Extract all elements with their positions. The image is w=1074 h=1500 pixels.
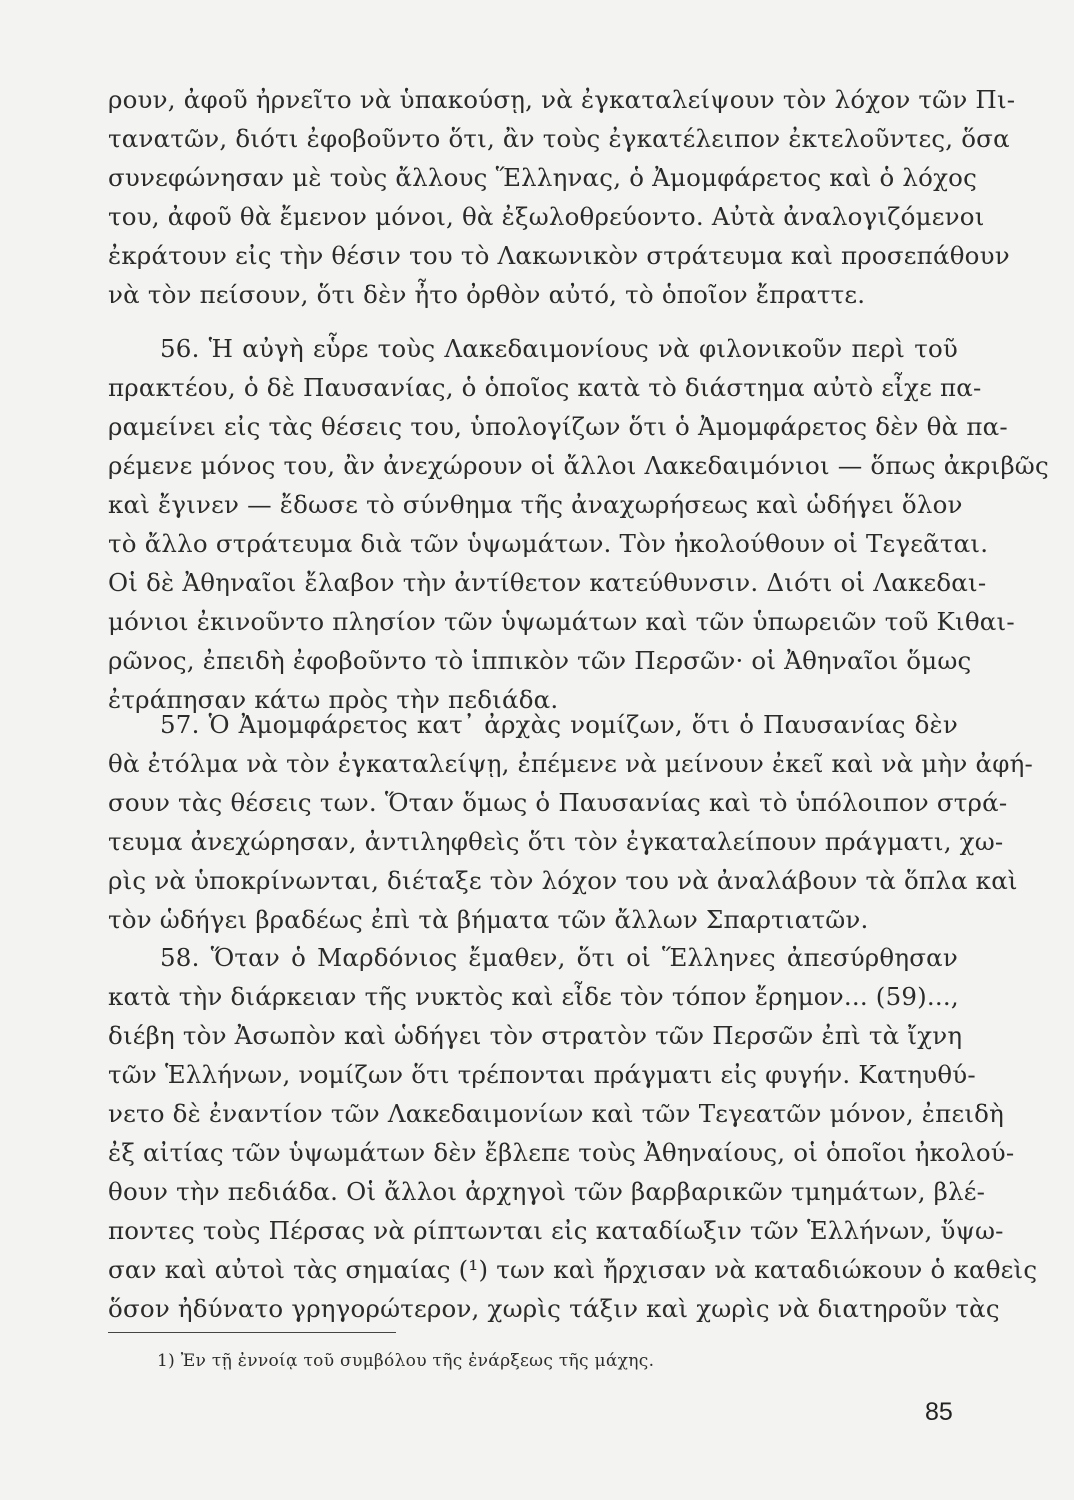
text-line: νετο δὲ ἐναντίον τῶν Λακεδαιμονίων καὶ τῶν Τεγεατῶν μόνον, ἐπειδὴ <box>108 1099 1004 1128</box>
text-line: θουν τὴν πεδιάδα. Οἱ ἄλλοι ἀρχηγοὶ τῶν βαρβαρικῶν τμημάτων, βλέ- <box>108 1177 986 1206</box>
text-line: νὰ τὸν πείσουν, ὅτι δὲν ἦτο ὀρθὸν αὐτό, τὸ ὁποῖον ἔπραττε. <box>108 280 866 309</box>
text-line: ἐξ αἰτίας τῶν ὑψωμάτων δὲν ἔβλεπε τοὺς Ἀθηναίους, οἱ ὁποῖοι ἠκολού- <box>108 1138 1015 1167</box>
text-line: ρὶς νὰ ὑποκρίνωνται, διέταξε τὸν λόχον του νὰ ἀναλάβουν τὰ ὅπλα καὶ <box>108 866 1018 895</box>
text-line: ἐκράτουν εἰς τὴν θέσιν του τὸ Λακωνικὸν στράτευμα καὶ προσεπάθουν <box>108 241 1010 270</box>
text-line: διέβη τὸν Ἀσωπὸν καὶ ὡδήγει τὸν στρατὸν τῶν Περσῶν ἐπὶ τὰ ἴχνη <box>108 1021 963 1050</box>
page-number: 85 <box>925 1398 953 1426</box>
text-line: Οἱ δὲ Ἀθηναῖοι ἔλαβον τὴν ἀντίθετον κατεύθυνσιν. Διότι οἱ Λακεδαι- <box>108 568 987 597</box>
text-line: σουν τὰς θέσεις των. Ὅταν ὅμως ὁ Παυσανίας καὶ τὸ ὑπόλοιπον στρά- <box>108 788 1008 817</box>
text-line: ποντες τοὺς Πέρσας νὰ ρίπτωνται εἰς καταδίωξιν τῶν Ἑλλήνων, ὕψω- <box>108 1216 1004 1245</box>
footnote: 1) Ἐν τῇ ἐννοίᾳ τοῦ συμβόλου τῆς ἐνάρξεως τῆς μάχης. <box>157 1351 655 1371</box>
paragraph-56-start: 56. Ἡ αὐγὴ εὗρε τοὺς Λακεδαιμονίους νὰ φιλονικοῦν περὶ τοῦ <box>160 334 958 363</box>
text-line: μόνιοι ἐκινοῦντο πλησίον τῶν ὑψωμάτων καὶ τῶν ὑπωρειῶν τοῦ Κιθαι- <box>108 607 1015 636</box>
text-line: τὸ ἄλλο στράτευμα διὰ τῶν ὑψωμάτων. Τὸν ἠκολούθουν οἱ Τεγεᾶται. <box>108 529 989 558</box>
text-line: ὅσον ἠδύνατο γρηγορώτερον, χωρὶς τάξιν καὶ χωρὶς νὰ διατηροῦν τὰς <box>108 1294 1000 1323</box>
text-line: ραμείνει εἰς τὰς θέσεις του, ὑπολογίζων ὅτι ὁ Ἀμομφάρετος δὲν θὰ πα- <box>108 412 1008 441</box>
text-line: τῶν Ἑλλήνων, νομίζων ὅτι τρέπονται πράγματι εἰς φυγήν. Κατηυθύ- <box>108 1060 976 1089</box>
paragraph-58-start: 58. Ὅταν ὁ Μαρδόνιος ἔμαθεν, ὅτι οἱ Ἕλληνες ἀπεσύρθησαν <box>160 943 958 972</box>
text-line: καὶ ἔγινεν — ἔδωσε τὸ σύνθημα τῆς ἀναχωρήσεως καὶ ὡδήγει ὅλον <box>108 490 963 519</box>
text-line: ρέμενε μόνος του, ἂν ἀνεχώρουν οἱ ἄλλοι Λακεδαιμόνιοι — ὅπως ἀκριβῶς <box>108 451 1049 480</box>
text-line: τὸν ὡδήγει βραδέως ἐπὶ τὰ βήματα τῶν ἄλλων Σπαρτιατῶν. <box>108 905 869 934</box>
text-line: πρακτέου, ὁ δὲ Παυσανίας, ὁ ὁποῖος κατὰ τὸ διάστημα αὐτὸ εἶχε πα- <box>108 373 982 402</box>
text-line: τευμα ἀνεχώρησαν, ἀντιληφθεὶς ὅτι τὸν ἐγκαταλείπουν πράγματι, χω- <box>108 827 1004 856</box>
text-line: τανατῶν, διότι ἐφοβοῦντο ὅτι, ἂν τοὺς ἐγκατέλειπον ἐκτελοῦντες, ὅσα <box>108 124 1010 153</box>
footnote-divider <box>108 1332 396 1333</box>
text-line: του, ἀφοῦ θὰ ἔμενον μόνοι, θὰ ἐξωλοθρεύοντο. Αὐτὰ ἀναλογιζόμενοι <box>108 202 985 231</box>
text-line: συνεφώνησαν μὲ τοὺς ἄλλους Ἕλληνας, ὁ Ἀμομφάρετος καὶ ὁ λόχος <box>108 163 978 192</box>
text-line: ρουν, ἀφοῦ ἠρνεῖτο νὰ ὑπακούσῃ, νὰ ἐγκαταλείψουν τὸν λόχον τῶν Πι- <box>108 85 1016 114</box>
text-line: ρῶνος, ἐπειδὴ ἐφοβοῦντο τὸ ἱππικὸν τῶν Περσῶν· οἱ Ἀθηναῖοι ὅμως <box>108 646 972 675</box>
text-line: σαν καὶ αὐτοὶ τὰς σημαίας (¹) των καὶ ἤρχισαν νὰ καταδιώκουν ὁ καθεὶς <box>108 1255 1038 1284</box>
text-line: κατὰ τὴν διάρκειαν τῆς νυκτὸς καὶ εἶδε τὸν τόπον ἔρημον... (59)..., <box>108 982 959 1011</box>
paragraph-57-start: 57. Ὁ Ἀμομφάρετος κατ᾽ ἀρχὰς νομίζων, ὅτι ὁ Παυσανίας δὲν <box>160 710 958 739</box>
text-line: θὰ ἐτόλμα νὰ τὸν ἐγκαταλείψῃ, ἐπέμενε νὰ μείνουν ἐκεῖ καὶ νὰ μὴν ἀφή- <box>108 749 1033 778</box>
text-line: ἐτράπησαν κάτω πρὸς τὴν πεδιάδα. <box>108 685 559 714</box>
